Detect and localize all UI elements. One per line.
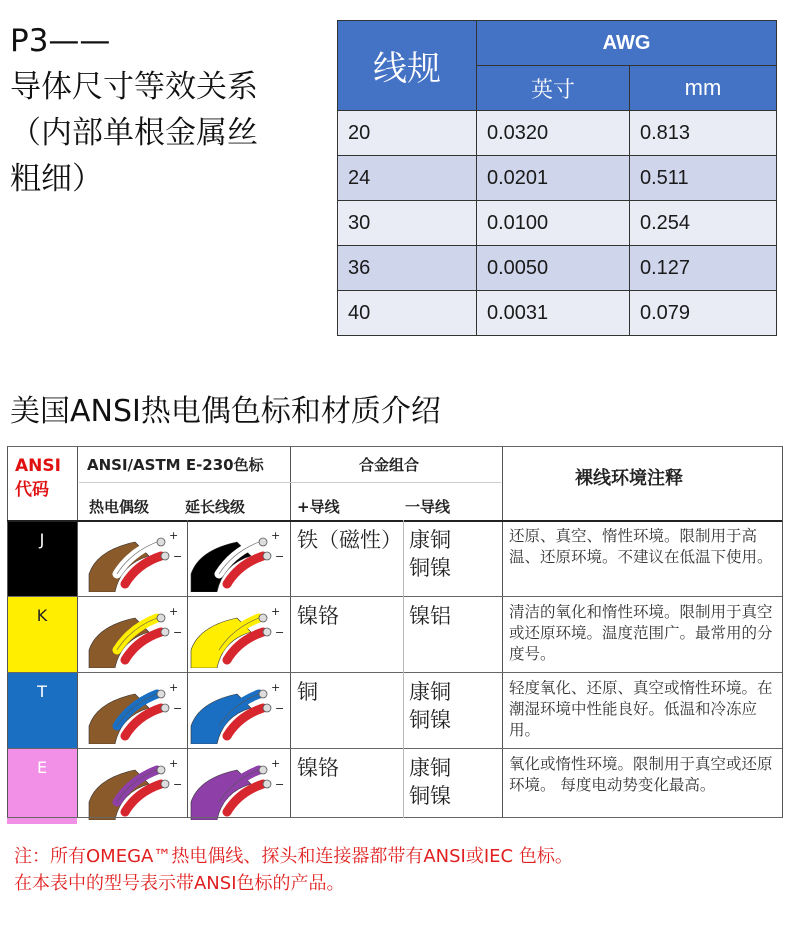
table-divider xyxy=(403,520,404,818)
bare-wire-note-header: 裸线环境注释 xyxy=(575,468,683,489)
negative-lead-header: 一导线 xyxy=(405,498,451,516)
table-divider xyxy=(77,446,78,818)
ansi-section-title: 美国ANSI热电偶色标和材质介绍 xyxy=(10,394,441,429)
svg-text:−: − xyxy=(173,778,183,791)
table-divider xyxy=(7,446,782,447)
negative-lead-alloy: 康铜 xyxy=(409,756,451,780)
positive-lead-alloy: 铁（磁性） xyxy=(297,528,402,552)
awg-cell: 0.0201 xyxy=(477,156,630,201)
positive-lead-header: +导线 xyxy=(297,498,340,516)
p3-heading xyxy=(10,18,315,202)
table-row xyxy=(338,111,777,156)
thermocouple-cable-icon xyxy=(87,756,183,820)
alloy-header: 合金组合 xyxy=(359,456,420,474)
table-divider xyxy=(187,520,188,818)
table-row xyxy=(338,246,777,291)
table-divider xyxy=(7,817,782,818)
tc-grade-header: 热电偶级 xyxy=(89,498,150,516)
awg-header-mm: mm xyxy=(630,66,777,111)
p3-line-3: （内部单根金属丝 xyxy=(10,115,258,151)
table-divider xyxy=(782,446,783,818)
awg-cell: 36 xyxy=(338,246,477,291)
positive-lead-alloy: 镍铬 xyxy=(297,756,339,780)
thermocouple-cable-icon xyxy=(87,604,183,668)
table-row xyxy=(338,291,777,336)
svg-text:+: + xyxy=(169,605,179,618)
awg-cell: 0.079 xyxy=(630,291,777,336)
p3-line-1: P3—— xyxy=(10,23,111,59)
extension-cable-icon xyxy=(189,756,285,820)
awg-cell: 40 xyxy=(338,291,477,336)
negative-lead-alloy: 铜镍 xyxy=(409,708,451,732)
awg-cell: 0.0320 xyxy=(477,111,630,156)
svg-text:+: + xyxy=(169,757,179,770)
color-code-header: ANSI/ASTM E-230色标 xyxy=(87,456,264,474)
environment-note: 轻度氧化、还原、真空或惰性环境。在潮湿环境中性能良好。低温和冷冻应用。 xyxy=(509,679,773,739)
table-row xyxy=(338,201,777,246)
positive-lead-alloy: 镍铬 xyxy=(297,604,339,628)
table-divider xyxy=(502,446,503,818)
awg-cell: 0.254 xyxy=(630,201,777,246)
svg-text:+: + xyxy=(271,681,281,694)
svg-text:−: − xyxy=(275,702,285,715)
svg-text:+: + xyxy=(271,757,281,770)
table-divider xyxy=(7,446,8,818)
awg-cell: 0.127 xyxy=(630,246,777,291)
table-divider xyxy=(7,520,782,522)
svg-text:−: − xyxy=(275,626,285,639)
ansi-code-letter: E xyxy=(36,758,48,777)
svg-text:+: + xyxy=(169,529,179,542)
awg-header-gauge: 线规 xyxy=(338,21,477,111)
ansi-code-header-line1: ANSI xyxy=(15,456,61,476)
footnote-line-1: 注：所有OMEGA™热电偶线、探头和连接器都带有ANSI或IEC 色标。 xyxy=(14,846,573,867)
positive-lead-alloy: 铜 xyxy=(297,680,318,704)
table-divider xyxy=(7,672,782,673)
awg-header-inch: 英寸 xyxy=(477,66,630,111)
awg-cell: 0.813 xyxy=(630,111,777,156)
awg-cell: 30 xyxy=(338,201,477,246)
awg-cell: 20 xyxy=(338,111,477,156)
ansi-code-letter: T xyxy=(37,682,47,701)
table-divider xyxy=(79,482,501,483)
negative-lead-alloy: 康铜 xyxy=(409,528,451,552)
ansi-code-header-line2: 代码 xyxy=(15,480,49,500)
awg-cell: 0.511 xyxy=(630,156,777,201)
environment-note: 氧化或惰性环境。限制用于真空或还原环境。 每度电动势变化最高。 xyxy=(509,755,773,794)
environment-note: 还原、真空、惰性环境。限制用于高温、还原环境。不建议在低温下使用。 xyxy=(509,527,773,566)
svg-text:−: − xyxy=(173,550,183,563)
ansi-code-letter: K xyxy=(36,606,48,625)
svg-text:−: − xyxy=(275,778,285,791)
negative-lead-alloy: 铜镍 xyxy=(409,556,451,580)
svg-text:−: − xyxy=(275,550,285,563)
table-divider xyxy=(7,596,782,597)
table-divider xyxy=(7,748,782,749)
svg-text:+: + xyxy=(271,605,281,618)
svg-text:−: − xyxy=(173,702,183,715)
p3-line-2: 导体尺寸等效关系 xyxy=(10,69,258,105)
extension-cable-icon xyxy=(189,680,285,744)
environment-note: 清洁的氧化和惰性环境。限制用于真空 或还原环境。温度范围广。最常用的分度号。 xyxy=(509,603,773,663)
awg-header-group: AWG xyxy=(477,21,777,66)
extension-cable-icon xyxy=(189,528,285,592)
svg-text:+: + xyxy=(169,681,179,694)
awg-cell: 0.0050 xyxy=(477,246,630,291)
awg-table xyxy=(337,20,777,336)
svg-text:+: + xyxy=(271,529,281,542)
thermocouple-table xyxy=(7,446,782,818)
ansi-code-header xyxy=(15,454,61,502)
ansi-code-letter: J xyxy=(39,530,45,549)
table-divider xyxy=(290,446,291,818)
p3-line-4: 粗细） xyxy=(10,161,103,197)
awg-cell: 24 xyxy=(338,156,477,201)
negative-lead-alloy: 镍铝 xyxy=(409,604,451,628)
thermocouple-cable-icon xyxy=(87,528,183,592)
table-row xyxy=(338,156,777,201)
awg-cell: 0.0031 xyxy=(477,291,630,336)
negative-lead-alloy: 康铜 xyxy=(409,680,451,704)
footnote-line-2: 在本表中的型号表示带ANSI色标的产品。 xyxy=(14,873,345,894)
awg-cell: 0.0100 xyxy=(477,201,630,246)
ext-grade-header: 延长线级 xyxy=(185,498,246,516)
extension-cable-icon xyxy=(189,604,285,668)
negative-lead-alloy: 铜镍 xyxy=(409,784,451,808)
svg-text:−: − xyxy=(173,626,183,639)
thermocouple-cable-icon xyxy=(87,680,183,744)
